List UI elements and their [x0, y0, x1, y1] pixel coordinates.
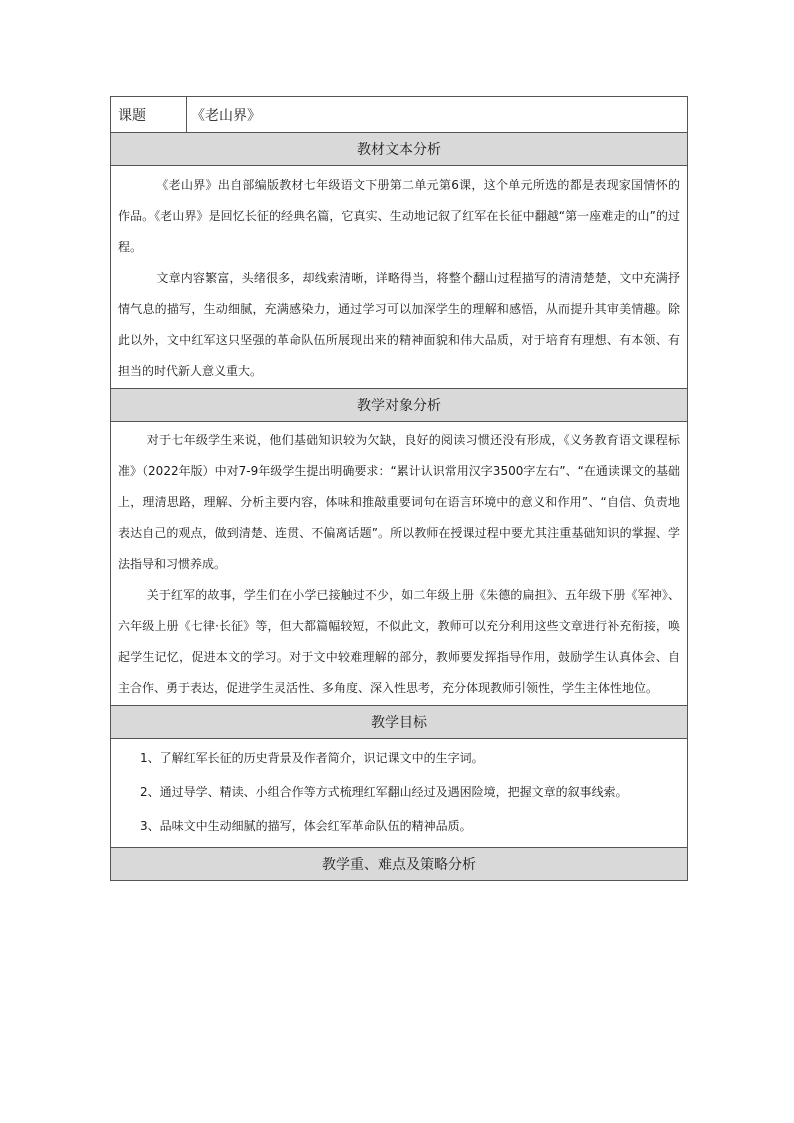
goal-item: 2、通过导学、精读、小组合作等方式梳理红军翻山经过及遇困险境，把握文章的叙事线索。: [140, 785, 628, 799]
section-body-text-analysis: [111, 166, 687, 389]
section-body-goals: [111, 739, 687, 848]
topic-label: 课题: [111, 97, 187, 132]
paragraph: 对于七年级学生来说，他们基础知识较为欠缺，良好的阅读习惯还没有形成，《义务教育语文课程标准》（2022年版）中对7-9年级学生提出明确要求：“累计认识常用汉字3500字左右”、“在通读课文的基础上，理清思路，理解、分析主要内容，体味和推敲重要词句在语言环境中的意义和作用”、“自信、负责地表达自己的观点，做到清楚、连贯、不偏离话题”。所以教师在授课过程中要尤其注重基础知识的掌握、学法指导和习惯养成。: [118, 433, 680, 571]
paragraph: 文章内容繁富，头绪很多，却线索清晰，详略得当，将整个翻山过程描写的清清楚楚，文中充满抒情气息的描写，生动细腻，充满感染力，通过学习可以加深学生的理解和感悟，从而提升其审美情趣。除此以外，文中红军这只坚强的革命队伍所展现出来的精神面貌和伟大品质，对于培育有理想、有本领、有担当的时代新人意义重大。: [118, 271, 680, 378]
section-heading-goals: 教学目标: [111, 706, 687, 739]
section-heading-text-analysis: 教材文本分析: [111, 133, 687, 166]
goal-item: 3、品味文中生动细腻的描写，体会红军革命队伍的精神品质。: [140, 819, 472, 833]
section-heading-student-analysis: 教学对象分析: [111, 389, 687, 422]
lesson-title: 《老山界》: [191, 107, 261, 124]
section-body-student-analysis: [111, 422, 687, 706]
paragraph: 《老山界》出自部编版教材七年级语文下册第二单元第6课，这个单元所选的都是表现家国情怀的作品。《老山界》是回忆长征的经典名篇，它真实、生动地记叙了红军在长征中翻越“第一座难走的山”的过程。: [118, 178, 680, 254]
lesson-plan-table: [110, 96, 688, 881]
section-heading-focus: 教学重、难点及策略分析: [111, 848, 687, 880]
title-row: [111, 97, 687, 133]
goal-item: 1、了解红军长征的历史背景及作者简介，识记课文中的生字词。: [140, 751, 484, 765]
paragraph: 关于红军的故事，学生们在小学已接触过不少，如二年级上册《朱德的扁担》、五年级下册《军神》、六年级上册《七律·长征》等，但大都篇幅较短，不似此文，教师可以充分利用这些文章进行补充衔接，唤起学生记忆，促进本文的学习。对于文中较难理解的部分，教师要发挥指导作用，鼓励学生认真体会、自主合作、勇于表达，促进学生灵活性、多角度、深入性思考，充分体现教师引领性，学生主体性地位。: [118, 588, 680, 695]
